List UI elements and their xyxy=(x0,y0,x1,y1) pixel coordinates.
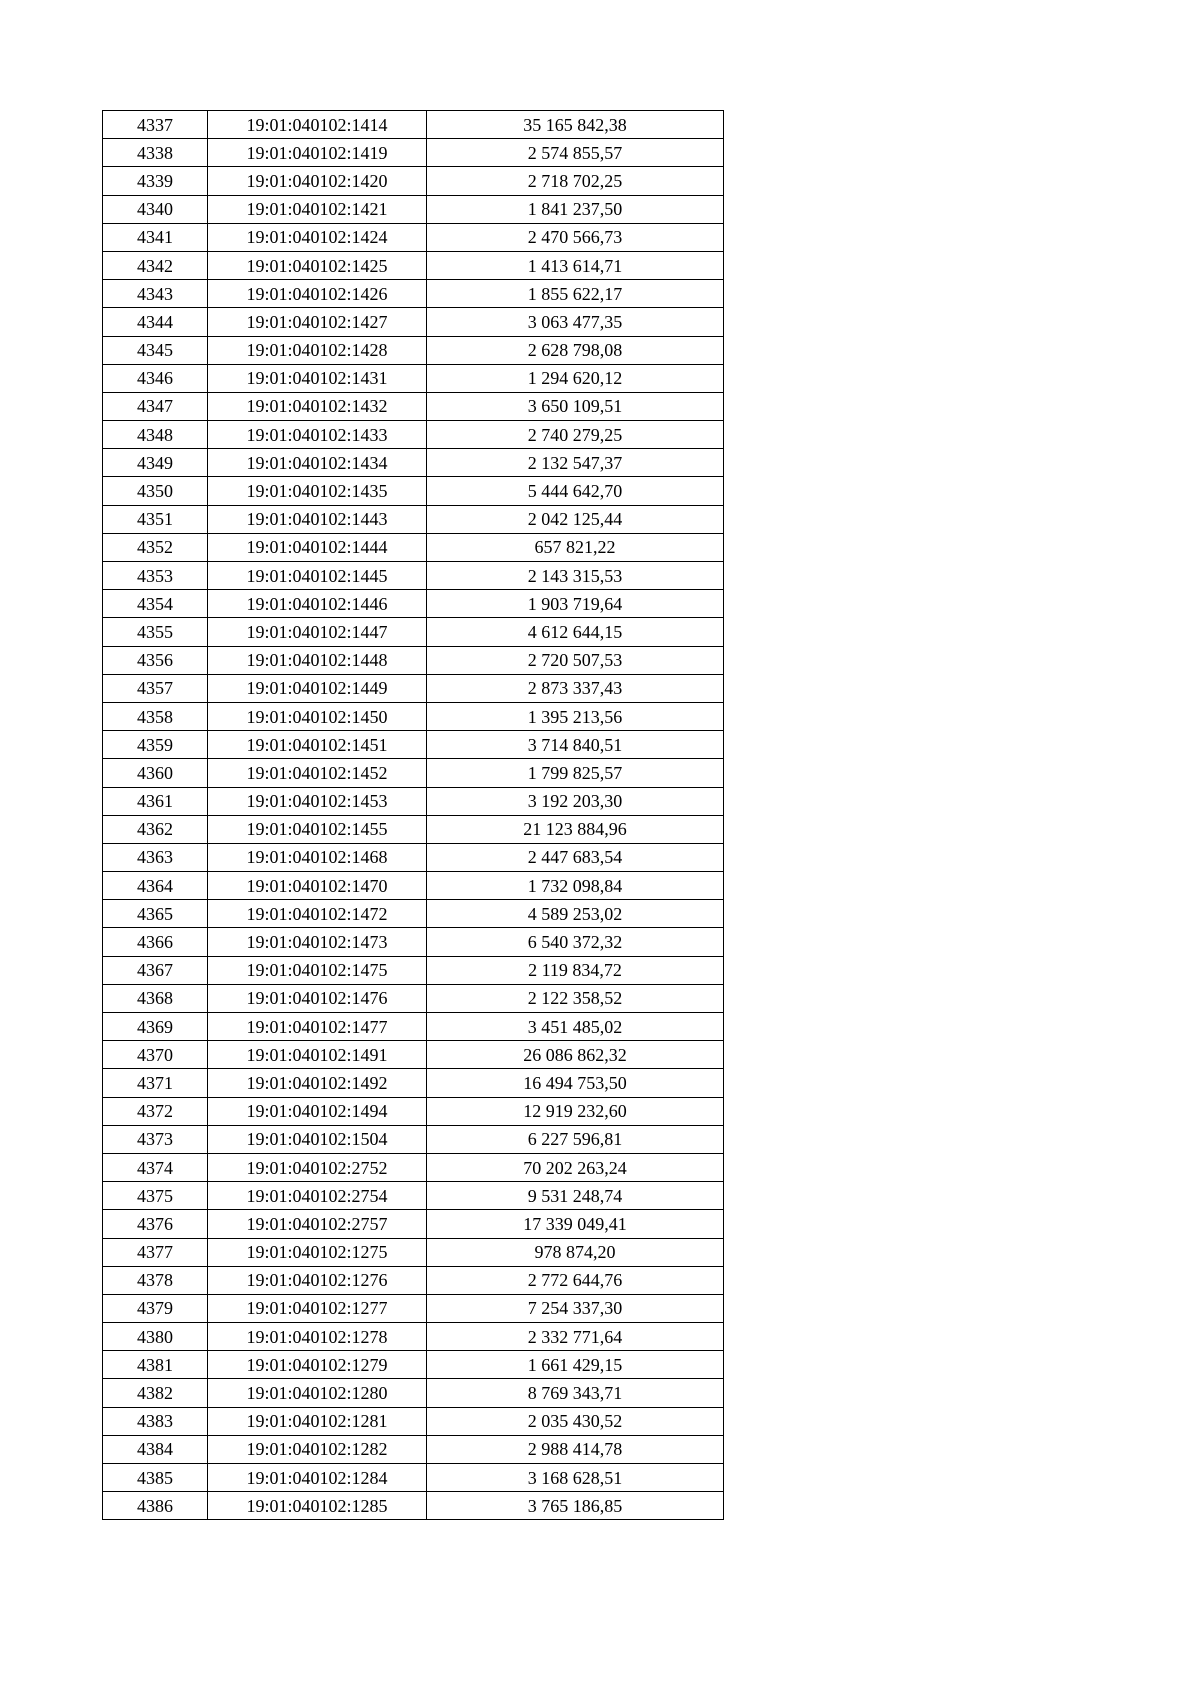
cadastral-number-cell: 19:01:040102:1275 xyxy=(208,1238,427,1266)
cadastral-number-cell: 19:01:040102:1475 xyxy=(208,956,427,984)
cadastral-number-cell: 19:01:040102:1447 xyxy=(208,618,427,646)
cadastral-number-cell: 19:01:040102:1281 xyxy=(208,1407,427,1435)
table-row xyxy=(103,111,724,139)
cadastral-value-cell: 2 740 279,25 xyxy=(427,421,724,449)
table-row xyxy=(103,1041,724,1069)
table-row xyxy=(103,1266,724,1294)
cadastral-number-cell: 19:01:040102:1444 xyxy=(208,533,427,561)
cadastral-number-cell: 19:01:040102:1433 xyxy=(208,421,427,449)
row-number-cell: 4385 xyxy=(103,1464,208,1492)
row-number-cell: 4383 xyxy=(103,1407,208,1435)
table-row xyxy=(103,702,724,730)
cadastral-value-cell: 1 413 614,71 xyxy=(427,251,724,279)
row-number-cell: 4360 xyxy=(103,759,208,787)
row-number-cell: 4357 xyxy=(103,674,208,702)
cadastral-value-cell: 2 988 414,78 xyxy=(427,1435,724,1463)
table-row xyxy=(103,1435,724,1463)
table-row xyxy=(103,815,724,843)
table-row xyxy=(103,1210,724,1238)
cadastral-number-cell: 19:01:040102:1470 xyxy=(208,872,427,900)
cadastral-value-cell: 2 470 566,73 xyxy=(427,223,724,251)
cadastral-value-cell: 3 168 628,51 xyxy=(427,1464,724,1492)
row-number-cell: 4377 xyxy=(103,1238,208,1266)
row-number-cell: 4384 xyxy=(103,1435,208,1463)
row-number-cell: 4343 xyxy=(103,280,208,308)
table-row xyxy=(103,533,724,561)
cadastral-value-cell: 3 650 109,51 xyxy=(427,392,724,420)
cadastral-number-cell: 19:01:040102:1468 xyxy=(208,843,427,871)
table-row xyxy=(103,336,724,364)
cadastral-number-cell: 19:01:040102:1448 xyxy=(208,646,427,674)
cadastral-number-cell: 19:01:040102:1428 xyxy=(208,336,427,364)
row-number-cell: 4374 xyxy=(103,1153,208,1181)
cadastral-number-cell: 19:01:040102:1452 xyxy=(208,759,427,787)
cadastral-number-cell: 19:01:040102:2757 xyxy=(208,1210,427,1238)
cadastral-value-cell: 4 612 644,15 xyxy=(427,618,724,646)
cadastral-value-cell: 2 122 358,52 xyxy=(427,984,724,1012)
cadastral-number-cell: 19:01:040102:2752 xyxy=(208,1153,427,1181)
cadastral-value-cell: 70 202 263,24 xyxy=(427,1153,724,1181)
cadastral-number-cell: 19:01:040102:1494 xyxy=(208,1097,427,1125)
row-number-cell: 4380 xyxy=(103,1323,208,1351)
row-number-cell: 4355 xyxy=(103,618,208,646)
table-row xyxy=(103,1294,724,1322)
cadastral-number-cell: 19:01:040102:1420 xyxy=(208,167,427,195)
cadastral-value-cell: 21 123 884,96 xyxy=(427,815,724,843)
cadastral-number-cell: 19:01:040102:1435 xyxy=(208,477,427,505)
row-number-cell: 4364 xyxy=(103,872,208,900)
cadastral-number-cell: 19:01:040102:1491 xyxy=(208,1041,427,1069)
table-row xyxy=(103,167,724,195)
table-row xyxy=(103,759,724,787)
cadastral-value-cell: 17 339 049,41 xyxy=(427,1210,724,1238)
cadastral-value-cell: 7 254 337,30 xyxy=(427,1294,724,1322)
table-row xyxy=(103,618,724,646)
cadastral-value-cell: 12 919 232,60 xyxy=(427,1097,724,1125)
cadastral-value-cell: 978 874,20 xyxy=(427,1238,724,1266)
row-number-cell: 4350 xyxy=(103,477,208,505)
row-number-cell: 4348 xyxy=(103,421,208,449)
cadastral-value-cell: 26 086 862,32 xyxy=(427,1041,724,1069)
table-row xyxy=(103,1407,724,1435)
row-number-cell: 4367 xyxy=(103,956,208,984)
cadastral-value-cell: 16 494 753,50 xyxy=(427,1069,724,1097)
cadastral-number-cell: 19:01:040102:2754 xyxy=(208,1182,427,1210)
table-row xyxy=(103,1013,724,1041)
cadastral-number-cell: 19:01:040102:1434 xyxy=(208,449,427,477)
cadastral-value-cell: 6 540 372,32 xyxy=(427,928,724,956)
cadastral-number-cell: 19:01:040102:1473 xyxy=(208,928,427,956)
cadastral-number-cell: 19:01:040102:1451 xyxy=(208,731,427,759)
row-number-cell: 4342 xyxy=(103,251,208,279)
cadastral-number-cell: 19:01:040102:1427 xyxy=(208,308,427,336)
table-row xyxy=(103,364,724,392)
table-row xyxy=(103,392,724,420)
cadastral-number-cell: 19:01:040102:1504 xyxy=(208,1125,427,1153)
row-number-cell: 4351 xyxy=(103,505,208,533)
cadastral-value-cell: 2 042 125,44 xyxy=(427,505,724,533)
cadastral-value-cell: 2 873 337,43 xyxy=(427,674,724,702)
table-row xyxy=(103,505,724,533)
table-row xyxy=(103,1125,724,1153)
cadastral-number-cell: 19:01:040102:1453 xyxy=(208,787,427,815)
row-number-cell: 4352 xyxy=(103,533,208,561)
table-row xyxy=(103,1464,724,1492)
row-number-cell: 4382 xyxy=(103,1379,208,1407)
row-number-cell: 4378 xyxy=(103,1266,208,1294)
row-number-cell: 4371 xyxy=(103,1069,208,1097)
cadastral-number-cell: 19:01:040102:1455 xyxy=(208,815,427,843)
cadastral-number-cell: 19:01:040102:1431 xyxy=(208,364,427,392)
cadastral-value-cell: 2 447 683,54 xyxy=(427,843,724,871)
table-row xyxy=(103,1238,724,1266)
cadastral-value-cell: 657 821,22 xyxy=(427,533,724,561)
cadastral-number-cell: 19:01:040102:1446 xyxy=(208,590,427,618)
row-number-cell: 4363 xyxy=(103,843,208,871)
cadastral-number-cell: 19:01:040102:1284 xyxy=(208,1464,427,1492)
cadastral-value-cell: 1 903 719,64 xyxy=(427,590,724,618)
table-row xyxy=(103,1069,724,1097)
table-row xyxy=(103,1153,724,1181)
row-number-cell: 4344 xyxy=(103,308,208,336)
table-row xyxy=(103,1097,724,1125)
table-row xyxy=(103,984,724,1012)
cadastral-number-cell: 19:01:040102:1449 xyxy=(208,674,427,702)
cadastral-value-cell: 5 444 642,70 xyxy=(427,477,724,505)
cadastral-number-cell: 19:01:040102:1278 xyxy=(208,1323,427,1351)
table-row xyxy=(103,280,724,308)
cadastral-value-cell: 9 531 248,74 xyxy=(427,1182,724,1210)
table-row xyxy=(103,956,724,984)
table-row xyxy=(103,1182,724,1210)
cadastral-value-cell: 2 628 798,08 xyxy=(427,336,724,364)
table-row xyxy=(103,674,724,702)
cadastral-value-cell: 2 574 855,57 xyxy=(427,139,724,167)
cadastral-value-cell: 1 395 213,56 xyxy=(427,702,724,730)
cadastral-number-cell: 19:01:040102:1425 xyxy=(208,251,427,279)
row-number-cell: 4339 xyxy=(103,167,208,195)
cadastral-value-cell: 2 332 771,64 xyxy=(427,1323,724,1351)
table-row xyxy=(103,1379,724,1407)
row-number-cell: 4359 xyxy=(103,731,208,759)
table-row xyxy=(103,1323,724,1351)
cadastral-number-cell: 19:01:040102:1277 xyxy=(208,1294,427,1322)
cadastral-value-cell: 4 589 253,02 xyxy=(427,900,724,928)
cadastral-number-cell: 19:01:040102:1450 xyxy=(208,702,427,730)
table-row xyxy=(103,308,724,336)
cadastral-value-cell: 8 769 343,71 xyxy=(427,1379,724,1407)
cadastral-number-cell: 19:01:040102:1426 xyxy=(208,280,427,308)
row-number-cell: 4346 xyxy=(103,364,208,392)
cadastral-value-cell: 1 841 237,50 xyxy=(427,195,724,223)
cadastral-value-cell: 2 772 644,76 xyxy=(427,1266,724,1294)
cadastral-number-cell: 19:01:040102:1282 xyxy=(208,1435,427,1463)
table-row xyxy=(103,251,724,279)
row-number-cell: 4375 xyxy=(103,1182,208,1210)
cadastral-value-cell: 2 132 547,37 xyxy=(427,449,724,477)
table-row xyxy=(103,139,724,167)
table-row xyxy=(103,195,724,223)
row-number-cell: 4345 xyxy=(103,336,208,364)
row-number-cell: 4347 xyxy=(103,392,208,420)
row-number-cell: 4356 xyxy=(103,646,208,674)
row-number-cell: 4337 xyxy=(103,111,208,139)
cadastral-value-cell: 2 119 834,72 xyxy=(427,956,724,984)
cadastral-value-cell: 2 143 315,53 xyxy=(427,562,724,590)
cadastral-value-cell: 3 063 477,35 xyxy=(427,308,724,336)
cadastral-value-cell: 2 718 702,25 xyxy=(427,167,724,195)
table-row xyxy=(103,843,724,871)
cadastral-value-cell: 3 765 186,85 xyxy=(427,1492,724,1520)
row-number-cell: 4376 xyxy=(103,1210,208,1238)
row-number-cell: 4341 xyxy=(103,223,208,251)
row-number-cell: 4353 xyxy=(103,562,208,590)
row-number-cell: 4379 xyxy=(103,1294,208,1322)
table-row xyxy=(103,1492,724,1520)
table-row xyxy=(103,1351,724,1379)
table-row xyxy=(103,223,724,251)
row-number-cell: 4373 xyxy=(103,1125,208,1153)
row-number-cell: 4381 xyxy=(103,1351,208,1379)
cadastral-value-table xyxy=(102,110,724,1520)
table-row xyxy=(103,872,724,900)
table-body xyxy=(103,111,724,1520)
cadastral-number-cell: 19:01:040102:1421 xyxy=(208,195,427,223)
cadastral-number-cell: 19:01:040102:1276 xyxy=(208,1266,427,1294)
cadastral-number-cell: 19:01:040102:1472 xyxy=(208,900,427,928)
table-row xyxy=(103,646,724,674)
row-number-cell: 4338 xyxy=(103,139,208,167)
row-number-cell: 4369 xyxy=(103,1013,208,1041)
cadastral-number-cell: 19:01:040102:1492 xyxy=(208,1069,427,1097)
cadastral-number-cell: 19:01:040102:1424 xyxy=(208,223,427,251)
row-number-cell: 4349 xyxy=(103,449,208,477)
row-number-cell: 4368 xyxy=(103,984,208,1012)
table-row xyxy=(103,900,724,928)
table-row xyxy=(103,449,724,477)
cadastral-number-cell: 19:01:040102:1445 xyxy=(208,562,427,590)
cadastral-value-cell: 1 855 622,17 xyxy=(427,280,724,308)
cadastral-value-cell: 1 661 429,15 xyxy=(427,1351,724,1379)
row-number-cell: 4386 xyxy=(103,1492,208,1520)
table-row xyxy=(103,477,724,505)
table-row xyxy=(103,731,724,759)
cadastral-value-cell: 3 192 203,30 xyxy=(427,787,724,815)
cadastral-value-cell: 3 451 485,02 xyxy=(427,1013,724,1041)
row-number-cell: 4358 xyxy=(103,702,208,730)
row-number-cell: 4365 xyxy=(103,900,208,928)
table-row xyxy=(103,787,724,815)
table-row xyxy=(103,590,724,618)
row-number-cell: 4372 xyxy=(103,1097,208,1125)
cadastral-value-cell: 35 165 842,38 xyxy=(427,111,724,139)
row-number-cell: 4362 xyxy=(103,815,208,843)
table-row xyxy=(103,421,724,449)
row-number-cell: 4370 xyxy=(103,1041,208,1069)
row-number-cell: 4340 xyxy=(103,195,208,223)
cadastral-number-cell: 19:01:040102:1279 xyxy=(208,1351,427,1379)
row-number-cell: 4366 xyxy=(103,928,208,956)
cadastral-number-cell: 19:01:040102:1285 xyxy=(208,1492,427,1520)
row-number-cell: 4361 xyxy=(103,787,208,815)
cadastral-number-cell: 19:01:040102:1477 xyxy=(208,1013,427,1041)
cadastral-value-cell: 1 799 825,57 xyxy=(427,759,724,787)
row-number-cell: 4354 xyxy=(103,590,208,618)
cadastral-number-cell: 19:01:040102:1280 xyxy=(208,1379,427,1407)
table-row xyxy=(103,562,724,590)
cadastral-value-cell: 2 720 507,53 xyxy=(427,646,724,674)
cadastral-number-cell: 19:01:040102:1419 xyxy=(208,139,427,167)
table-row xyxy=(103,928,724,956)
cadastral-value-cell: 1 294 620,12 xyxy=(427,364,724,392)
cadastral-value-cell: 1 732 098,84 xyxy=(427,872,724,900)
cadastral-value-cell: 6 227 596,81 xyxy=(427,1125,724,1153)
cadastral-number-cell: 19:01:040102:1432 xyxy=(208,392,427,420)
cadastral-number-cell: 19:01:040102:1414 xyxy=(208,111,427,139)
cadastral-number-cell: 19:01:040102:1443 xyxy=(208,505,427,533)
cadastral-number-cell: 19:01:040102:1476 xyxy=(208,984,427,1012)
cadastral-value-cell: 3 714 840,51 xyxy=(427,731,724,759)
cadastral-value-cell: 2 035 430,52 xyxy=(427,1407,724,1435)
